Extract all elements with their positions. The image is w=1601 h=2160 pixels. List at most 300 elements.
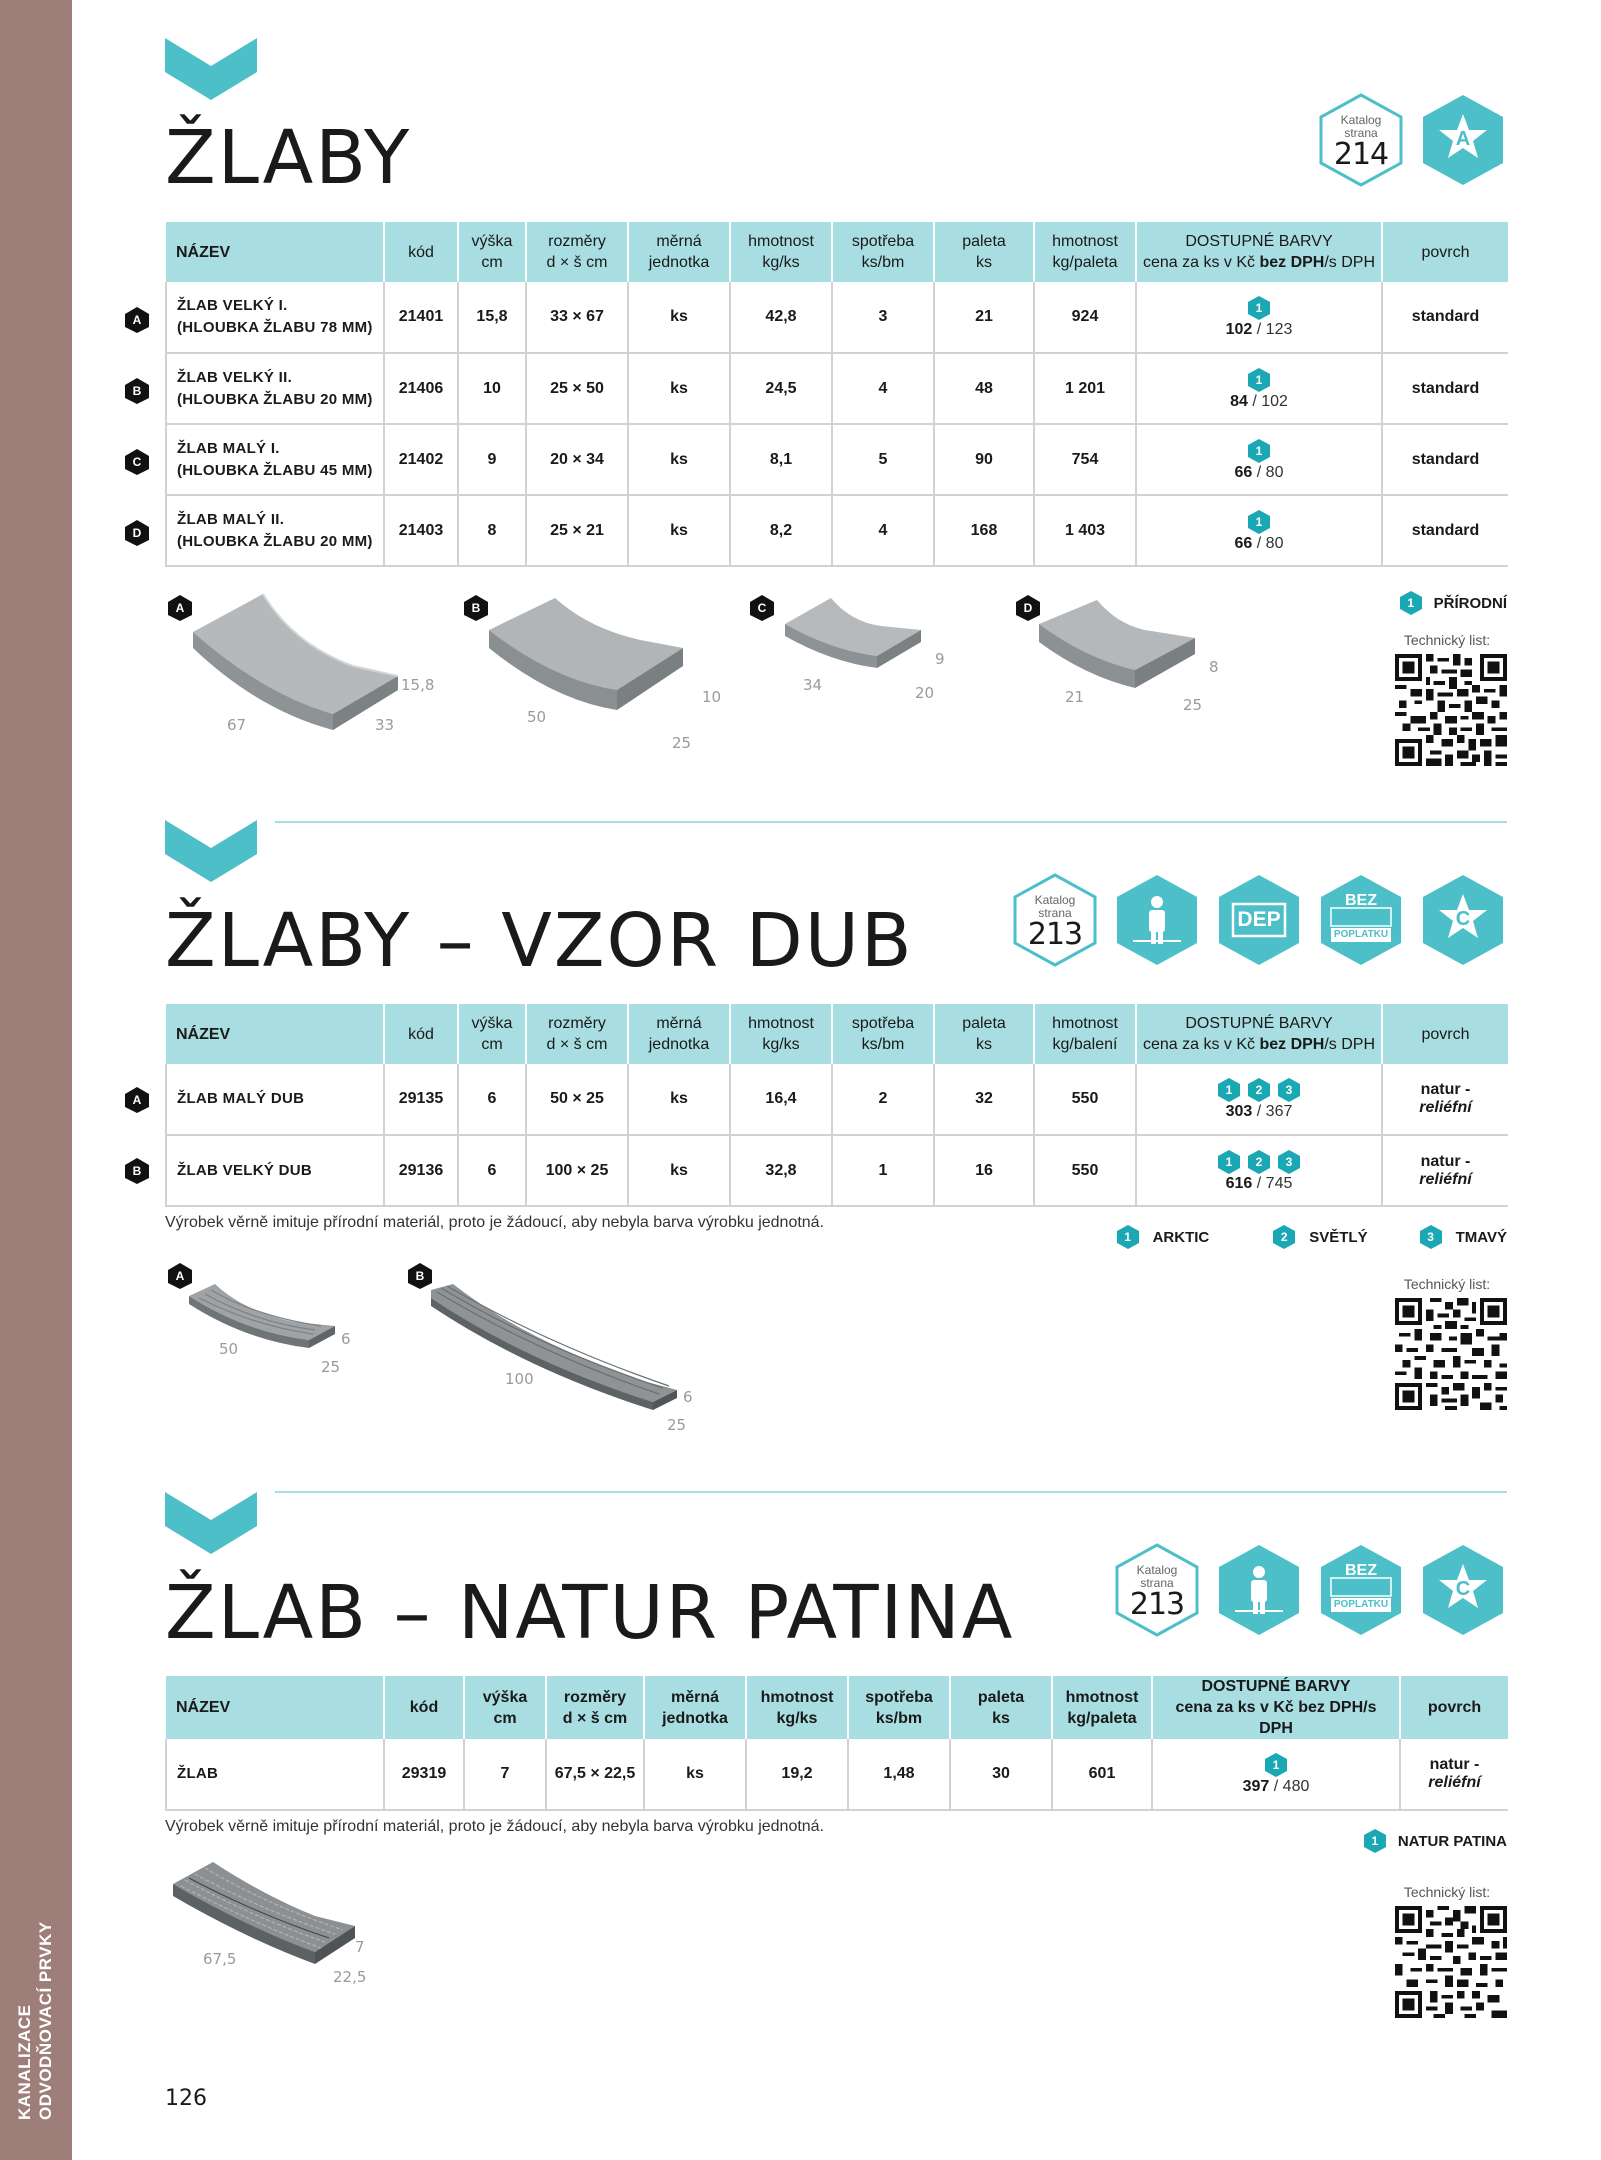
badge-row (1011, 872, 1507, 968)
star-c-badge (1419, 872, 1507, 968)
catalog-sub: strana (1140, 1576, 1174, 1590)
technical-sheet[interactable] (1387, 632, 1507, 771)
side-label (0, 0, 72, 2160)
row-marker-label: A (132, 313, 142, 327)
color-badge-num: 1 (1272, 1758, 1280, 1772)
cell-kod: 21402 (384, 424, 458, 495)
cell-spotreba: 1 (832, 1135, 934, 1206)
product-image-zlab-maly-1 (781, 596, 931, 676)
dim-width: 25 (667, 1416, 687, 1434)
cell-rozmery: 25 × 21 (526, 495, 628, 566)
cell-povrch (1400, 1739, 1508, 1810)
color-badge-num: 1 (1255, 443, 1263, 458)
product-name-line1: ŽLAB MALÝ I. (177, 439, 280, 457)
cell-hmotnost-paleta: 1 403 (1034, 495, 1136, 566)
dim-width: 33 (375, 716, 395, 734)
person-badge (1215, 1542, 1303, 1638)
color-badge-2 (1272, 1224, 1296, 1250)
color-legend (1396, 590, 1507, 616)
cell-hmotnost-ks: 42,8 (730, 282, 832, 353)
price-with-vat: 80 (1265, 534, 1284, 552)
col-barvy (1136, 1004, 1382, 1064)
table-row (166, 495, 1508, 566)
section-zlaby (132, 0, 1507, 790)
table-row (166, 424, 1508, 495)
cell-hmotnost-ks: 8,2 (730, 495, 832, 566)
color-badge-num: 3 (1285, 1154, 1293, 1169)
cell-povrch: standard (1382, 424, 1508, 495)
table-header (166, 1676, 1508, 1739)
table-row (166, 1739, 1508, 1810)
catalog-label: Katalog (1034, 893, 1076, 907)
star-c-label: C (1455, 1578, 1471, 1600)
dim-height: 7 (355, 1938, 365, 1956)
col-barvy-sub-a: cena za ks v Kč (1142, 254, 1260, 271)
color-badge-num: 1 (1255, 514, 1263, 529)
cell-kod: 29135 (384, 1064, 458, 1135)
product-image-zlab-maly-dub (185, 1282, 345, 1362)
technical-sheet-label: Technický list: (1403, 1884, 1491, 1900)
price-with-vat: 123 (1265, 321, 1293, 338)
cell-paleta: 168 (934, 495, 1034, 566)
col-hmotnost-ks-label: hmotnost kg/ks (760, 1688, 834, 1727)
col-rozmery-label: rozměry d × š cm (562, 1688, 628, 1727)
color-badge-1 (1264, 1752, 1288, 1778)
dim-width: 20 (915, 684, 935, 702)
legend-label: ARKTIC (1152, 1228, 1210, 1246)
col-rozmery (546, 1676, 644, 1739)
color-badge-num: 3 (1427, 1230, 1434, 1244)
col-vyska-label: výška cm (471, 233, 513, 271)
col-barvy-title: DOSTUPNÉ BARVY (1185, 233, 1333, 250)
col-spotreba-label: spotřeba ks/bm (865, 1688, 933, 1727)
color-badge-1 (1217, 1077, 1241, 1103)
col-merna (628, 1004, 730, 1064)
cell-paleta: 32 (934, 1064, 1034, 1135)
povrch-line1: natur - (1420, 1152, 1471, 1170)
poplatku-label: POPLATKU (1333, 1599, 1389, 1610)
col-spotreba (848, 1676, 950, 1739)
col-povrch: povrch (1382, 1004, 1508, 1064)
table-header (166, 1004, 1508, 1064)
color-badge-1 (1247, 438, 1271, 464)
section-title: ŽLAB – NATUR PATINA (165, 1570, 1015, 1656)
catalog-label: Katalog (1136, 1563, 1178, 1577)
col-vyska (458, 1004, 526, 1064)
cell-vyska: 10 (458, 353, 526, 424)
dim-length: 67 (227, 716, 247, 734)
poplatku-label: POPLATKU (1333, 929, 1389, 940)
col-barvy-sub-a: cena za ks v Kč (1142, 1036, 1260, 1053)
price-without-vat: 66 (1234, 534, 1253, 552)
person-badge (1113, 872, 1201, 968)
cell-kod: 21403 (384, 495, 458, 566)
qr-code-icon[interactable] (1395, 1906, 1507, 2018)
povrch-line1: natur - (1429, 1756, 1480, 1773)
technical-sheet[interactable] (1387, 1884, 1507, 2023)
col-hmotnost-ks (730, 222, 832, 282)
product-name (166, 495, 384, 566)
cell-kod: 29319 (384, 1739, 464, 1810)
star-a-label: A (1455, 128, 1471, 150)
cell-merna: ks (644, 1739, 746, 1810)
col-paleta-label: paleta ks (977, 1688, 1025, 1727)
badge-row (1113, 1542, 1507, 1638)
col-barvy-sub-c: /s DPH (1324, 254, 1376, 271)
col-barvy-sub: cena za ks v Kč bez DPH/s DPH (1175, 1699, 1377, 1737)
product-name-line2: (HLOUBKA ŽLABU 20 MM) (177, 390, 373, 408)
section-title: ŽLABY – VZOR DUB (165, 898, 914, 984)
product-name-line1: ŽLAB MALÝ II. (177, 510, 285, 528)
chevron-down-icon (165, 38, 257, 100)
cell-rozmery: 25 × 50 (526, 353, 628, 424)
product-table (165, 1004, 1508, 1207)
cell-hmotnost-ks: 24,5 (730, 353, 832, 424)
product-name: ŽLAB VELKÝ DUB (166, 1135, 384, 1206)
catalog-label: Katalog (1340, 113, 1382, 127)
dim-width: 25 (1183, 696, 1203, 714)
dim-length: 50 (219, 1340, 239, 1358)
cell-merna: ks (628, 424, 730, 495)
legend-label: NATUR PATINA (1397, 1832, 1507, 1850)
catalog-sub: strana (1038, 906, 1072, 920)
cell-merna: ks (628, 1135, 730, 1206)
image-marker-c (749, 594, 775, 622)
col-hmotnost-ks (746, 1676, 848, 1739)
col-paleta-label: paleta ks (962, 1015, 1006, 1053)
price-without-vat: 66 (1234, 463, 1253, 481)
star-c-label: C (1455, 908, 1471, 930)
color-badge-num: 1 (1225, 1083, 1233, 1097)
product-name-line2: (HLOUBKA ŽLABU 45 MM) (177, 461, 373, 479)
color-badge-num: 1 (1225, 1154, 1233, 1169)
qr-code-icon[interactable] (1395, 1298, 1507, 1410)
product-name: ŽLAB MALÝ DUB (166, 1064, 384, 1135)
cell-hmotnost-baleni: 550 (1034, 1064, 1136, 1135)
col-hmotnost-baleni (1034, 1004, 1136, 1064)
col-hmotnost-paleta-label: hmotnost kg/paleta (1052, 233, 1118, 271)
row-marker-a (124, 306, 150, 334)
col-hmotnost-paleta (1034, 222, 1136, 282)
col-rozmery (526, 1004, 628, 1064)
col-barvy (1152, 1676, 1400, 1739)
price-with-vat: 80 (1265, 463, 1284, 481)
povrch-line2: reliéfní (1428, 1774, 1481, 1791)
cell-spotreba: 3 (832, 282, 934, 353)
section-divider (275, 1491, 1507, 1493)
product-note: Výrobek věrně imituje přírodní materiál, proto je žádoucí, aby nebyla barva výrobku jednotná. (165, 1818, 825, 1835)
cell-vyska: 7 (464, 1739, 546, 1810)
dim-height: 6 (683, 1388, 693, 1406)
star-a-badge (1419, 92, 1507, 188)
chevron-down-icon (165, 1492, 257, 1554)
col-name: NÁZEV (166, 1004, 384, 1064)
cell-vyska: 6 (458, 1064, 526, 1135)
price-without-vat: 84 (1230, 392, 1248, 410)
col-vyska-label: výška cm (482, 1688, 528, 1727)
cell-hmotnost-paleta: 754 (1034, 424, 1136, 495)
color-badge-num: 1 (1255, 372, 1263, 387)
cell-povrch: standard (1382, 495, 1508, 566)
cell-hmotnost-ks: 19,2 (746, 1739, 848, 1810)
dim-width: 25 (321, 1358, 341, 1376)
col-hmotnost-ks-label: hmotnost kg/ks (748, 233, 814, 271)
row-marker-label: B (132, 384, 142, 398)
col-paleta (934, 1004, 1034, 1064)
cell-hmotnost-ks: 16,4 (730, 1064, 832, 1135)
cell-barvy: 1 66 / 80 (1136, 424, 1382, 495)
product-name-line1: ŽLAB VELKÝ II. (177, 368, 293, 386)
color-badge-1 (1217, 1149, 1241, 1175)
cell-paleta: 16 (934, 1135, 1034, 1206)
cell-rozmery: 67,5 × 22,5 (546, 1739, 644, 1810)
row-marker-b (124, 1157, 150, 1185)
color-badge-1 (1247, 367, 1271, 393)
table-row (166, 1135, 1508, 1206)
col-rozmery-label: rozměry d × š cm (546, 1015, 608, 1053)
catalog-page-badge (1113, 1542, 1201, 1638)
price-without-vat: 102 (1225, 321, 1253, 338)
catalog-sub: strana (1344, 126, 1378, 140)
legend-label: SVĚTLÝ (1309, 1228, 1368, 1246)
col-merna-label: měrná jednotka (648, 1015, 710, 1053)
col-rozmery (526, 222, 628, 282)
dim-width: 22,5 (333, 1968, 367, 1986)
cell-barvy: 1 2 3 616 / 745 (1136, 1135, 1382, 1206)
cell-vyska: 9 (458, 424, 526, 495)
price-without-vat: 616 (1225, 1174, 1253, 1192)
cell-vyska: 15,8 (458, 282, 526, 353)
row-marker-label: D (132, 526, 142, 540)
price-without-vat: 397 (1242, 1778, 1270, 1795)
cell-povrch (1382, 1064, 1508, 1135)
product-name (166, 282, 384, 353)
color-badge-2 (1247, 1149, 1271, 1175)
row-marker-label: C (132, 455, 142, 469)
col-vyska (458, 222, 526, 282)
col-spotreba (832, 222, 934, 282)
col-merna-label: měrná jednotka (648, 233, 710, 271)
dim-length: 21 (1065, 688, 1085, 706)
product-name: ŽLAB (166, 1739, 384, 1810)
cell-barvy: 1 84 / 102 (1136, 353, 1382, 424)
cell-kod: 21401 (384, 282, 458, 353)
row-marker-c (124, 448, 150, 476)
badge-row (1317, 92, 1507, 188)
cell-spotreba: 1,48 (848, 1739, 950, 1810)
col-merna-label: měrná jednotka (662, 1688, 728, 1727)
product-image-zlab-velky-2 (483, 596, 693, 726)
image-marker-label: C (757, 601, 767, 615)
price-without-vat: 303 (1225, 1103, 1253, 1120)
cell-hmotnost-paleta: 1 201 (1034, 353, 1136, 424)
color-badge-1 (1247, 295, 1271, 321)
col-kod: kód (384, 222, 458, 282)
price-with-vat: 102 (1261, 392, 1288, 410)
image-marker-label: D (1023, 601, 1033, 615)
col-name: NÁZEV (166, 222, 384, 282)
color-badge-1 (1399, 590, 1423, 616)
product-image-zlab-velky-1 (183, 594, 423, 734)
table-row (166, 353, 1508, 424)
povrch-line2: reliéfní (1419, 1170, 1472, 1188)
technical-sheet[interactable] (1387, 1276, 1507, 1415)
dim-length: 67,5 (203, 1950, 237, 1968)
dim-height: 15,8 (401, 676, 435, 694)
bez-poplatku-badge (1317, 1542, 1405, 1638)
image-marker-label: A (175, 1269, 185, 1283)
col-vyska (464, 1676, 546, 1739)
section-zlab-natur-patina (165, 1484, 1507, 2044)
cell-rozmery: 50 × 25 (526, 1064, 628, 1135)
color-badge-num: 1 (1371, 1834, 1379, 1848)
dep-label: DEP (1237, 908, 1281, 931)
section-zlaby-vzor-dub (132, 812, 1507, 1462)
bez-label: BEZ (1345, 1562, 1377, 1579)
bez-poplatku-badge (1317, 872, 1405, 968)
cell-barvy: 1 66 / 80 (1136, 495, 1382, 566)
cell-povrch: standard (1382, 353, 1508, 424)
technical-sheet-label: Technický list: (1403, 1276, 1491, 1292)
product-image-zlab-maly-2 (1035, 598, 1205, 708)
cell-barvy: 1 102 / 123 (1136, 282, 1382, 353)
dep-badge (1215, 872, 1303, 968)
cell-merna: ks (628, 353, 730, 424)
product-image-zlab-natur-patina (165, 1856, 365, 1976)
side-label-line1: KANALIZACE (15, 2004, 34, 2120)
cell-spotreba: 4 (832, 353, 934, 424)
col-spotreba-label: spotřeba ks/bm (851, 233, 915, 271)
cell-barvy: 1 397 / 480 (1152, 1739, 1400, 1810)
cell-rozmery: 33 × 67 (526, 282, 628, 353)
cell-kod: 21406 (384, 353, 458, 424)
col-hmotnost-paleta-label: hmotnost kg/paleta (1065, 1688, 1139, 1727)
col-rozmery-label: rozměry d × š cm (546, 233, 608, 271)
color-badge-num: 3 (1285, 1083, 1293, 1097)
color-badge-num: 1 (1255, 301, 1263, 315)
side-label-line2: ODVODŇOVACÍ PRVKY (36, 1921, 55, 2120)
dim-height: 10 (702, 688, 722, 706)
color-badge-3 (1419, 1224, 1443, 1250)
color-badge-num: 1 (1124, 1230, 1131, 1244)
cell-paleta: 90 (934, 424, 1034, 495)
cell-merna: ks (628, 282, 730, 353)
col-kod: kód (384, 1004, 458, 1064)
price-with-vat: 367 (1265, 1103, 1293, 1120)
dim-width: 25 (672, 734, 692, 752)
technical-sheet-label: Technický list: (1403, 632, 1491, 648)
cell-rozmery: 100 × 25 (526, 1135, 628, 1206)
row-marker-label: B (132, 1164, 142, 1178)
legend-label: TMAVÝ (1455, 1228, 1507, 1246)
cell-merna: ks (628, 1064, 730, 1135)
col-barvy-sub-c: /s DPH (1324, 1036, 1376, 1053)
product-table (165, 222, 1508, 567)
dim-height: 6 (341, 1330, 351, 1348)
cell-kod: 29136 (384, 1135, 458, 1206)
color-legend (1113, 1224, 1507, 1250)
chevron-down-icon (165, 820, 257, 882)
col-hmotnost-baleni-label: hmotnost kg/balení (1052, 1015, 1118, 1053)
bez-label: BEZ (1345, 892, 1377, 909)
cell-hmotnost-paleta: 924 (1034, 282, 1136, 353)
section-title: ŽLABY (165, 115, 412, 201)
product-table (165, 1676, 1508, 1811)
qr-code-icon[interactable] (1395, 654, 1507, 766)
povrch-line2: reliéfní (1419, 1099, 1472, 1116)
catalog-page-badge (1011, 872, 1099, 968)
image-marker-label: B (415, 1269, 425, 1283)
row-marker-label: A (132, 1093, 142, 1107)
table-row (166, 1064, 1508, 1135)
row-marker-b (124, 377, 150, 405)
col-barvy-title: DOSTUPNÉ BARVY (1201, 1678, 1351, 1695)
color-badge-num: 1 (1407, 596, 1414, 610)
product-name-line2: (HLOUBKA ŽLABU 78 MM) (177, 319, 373, 336)
row-marker-a (124, 1086, 150, 1114)
col-vyska-label: výška cm (471, 1015, 513, 1053)
catalog-page-number: 214 (1333, 137, 1389, 172)
col-hmotnost-paleta (1052, 1676, 1152, 1739)
dim-length: 50 (527, 708, 547, 726)
col-barvy (1136, 222, 1382, 282)
product-name (166, 424, 384, 495)
col-merna (628, 222, 730, 282)
col-paleta (950, 1676, 1052, 1739)
color-badge-num: 2 (1255, 1083, 1263, 1097)
col-hmotnost-ks (730, 1004, 832, 1064)
col-hmotnost-ks-label: hmotnost kg/ks (748, 1015, 814, 1053)
cell-spotreba: 4 (832, 495, 934, 566)
povrch-line1: natur - (1420, 1081, 1471, 1098)
cell-povrch (1382, 1135, 1508, 1206)
catalog-page-number: 213 (1129, 1587, 1185, 1622)
row-marker-d (124, 519, 150, 547)
cell-vyska: 6 (458, 1135, 526, 1206)
product-name-line1: ŽLAB VELKÝ I. (177, 297, 288, 314)
col-barvy-sub-b: bez DPH (1259, 254, 1325, 271)
color-badge-2 (1247, 1077, 1271, 1103)
cell-barvy: 1 2 3 303 / 367 (1136, 1064, 1382, 1135)
section-divider (275, 821, 1507, 823)
product-name-line2: (HLOUBKA ŽLABU 20 MM) (177, 532, 373, 550)
color-badge-3 (1277, 1149, 1301, 1175)
catalog-page-badge (1317, 92, 1405, 188)
dim-length: 34 (803, 676, 823, 694)
color-badge-1 (1247, 509, 1271, 535)
dim-length: 100 (505, 1370, 534, 1388)
cell-rozmery: 20 × 34 (526, 424, 628, 495)
color-badge-3 (1277, 1077, 1301, 1103)
cell-povrch: standard (1382, 282, 1508, 353)
color-badge-num: 2 (1280, 1230, 1288, 1244)
cell-paleta: 48 (934, 353, 1034, 424)
cell-hmotnost-ks: 32,8 (730, 1135, 832, 1206)
cell-merna: ks (628, 495, 730, 566)
image-marker-label: B (471, 601, 481, 615)
cell-hmotnost-paleta: 601 (1052, 1739, 1152, 1810)
color-legend (1360, 1828, 1507, 1854)
col-paleta-label: paleta ks (962, 233, 1006, 271)
legend-label: PŘÍRODNÍ (1433, 594, 1507, 612)
col-paleta (934, 222, 1034, 282)
table-header (166, 222, 1508, 282)
col-barvy-title: DOSTUPNÉ BARVY (1185, 1015, 1333, 1032)
col-kod: kód (384, 1676, 464, 1739)
catalog-page-number: 213 (1027, 917, 1083, 952)
color-badge-num: 2 (1255, 1154, 1263, 1169)
cell-spotreba: 2 (832, 1064, 934, 1135)
